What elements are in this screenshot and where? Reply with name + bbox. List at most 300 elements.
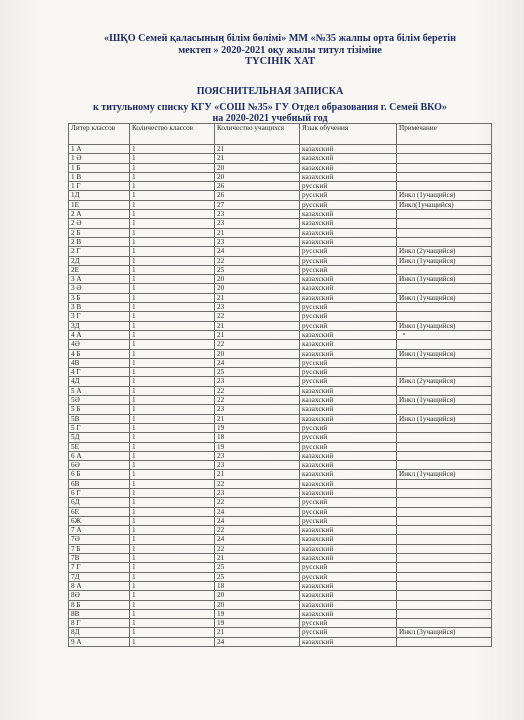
note-cell xyxy=(397,172,492,181)
language-cell: казахский xyxy=(300,479,397,488)
table-row xyxy=(69,210,492,219)
table-row xyxy=(69,479,492,488)
class-count-cell: 1 xyxy=(130,433,215,442)
class-letter-cell: 6Д xyxy=(69,498,130,507)
language-cell: русский xyxy=(300,303,397,312)
language-cell: казахский xyxy=(300,591,397,600)
language-cell: казахский xyxy=(300,554,397,563)
language-cell: русский xyxy=(300,256,397,265)
table-row xyxy=(69,405,492,414)
class-letter-cell: 4В xyxy=(69,358,130,367)
class-count-cell: 1 xyxy=(130,396,215,405)
class-letter-cell: 6 Г xyxy=(69,488,130,497)
language-cell: русский xyxy=(300,182,397,191)
class-count-cell: 1 xyxy=(130,414,215,423)
language-cell: русский xyxy=(300,572,397,581)
table-row xyxy=(69,256,492,265)
class-letter-cell: 6Е xyxy=(69,507,130,516)
class-letter-cell: 5 А xyxy=(69,386,130,395)
student-count-cell: 27 xyxy=(215,200,300,209)
class-letter-cell: 2 Г xyxy=(69,247,130,256)
class-count-cell: 1 xyxy=(130,368,215,377)
student-count-cell: 22 xyxy=(215,312,300,321)
student-count-cell: 21 xyxy=(215,321,300,330)
table-row xyxy=(69,200,492,209)
language-cell: казахский xyxy=(300,284,397,293)
note-cell: Инкл (1учащийся) xyxy=(397,470,492,479)
table-row xyxy=(69,619,492,628)
table-row xyxy=(69,228,492,237)
class-count-cell: 1 xyxy=(130,265,215,274)
language-cell: казахский xyxy=(300,349,397,358)
student-count-cell: 23 xyxy=(215,219,300,228)
class-letter-cell: 6Ә xyxy=(69,461,130,470)
note-cell xyxy=(397,637,492,646)
language-cell: русский xyxy=(300,200,397,209)
note-cell xyxy=(397,451,492,460)
table-row xyxy=(69,172,492,181)
note-cell xyxy=(397,145,492,154)
note-cell xyxy=(397,368,492,377)
student-count-cell: 25 xyxy=(215,563,300,572)
student-count-cell: 20 xyxy=(215,275,300,284)
class-count-cell: 1 xyxy=(130,600,215,609)
note-cell xyxy=(397,526,492,535)
student-count-cell: 23 xyxy=(215,451,300,460)
class-count-cell: 1 xyxy=(130,544,215,553)
note-cell: Инкл (2учащийся) xyxy=(397,377,492,386)
language-cell: казахский xyxy=(300,330,397,339)
student-count-cell: 22 xyxy=(215,396,300,405)
student-count-cell: 20 xyxy=(215,591,300,600)
note-cell xyxy=(397,405,492,414)
class-count-cell: 1 xyxy=(130,442,215,451)
table-row xyxy=(69,349,492,358)
note-cell xyxy=(397,210,492,219)
class-count-cell: 1 xyxy=(130,591,215,600)
class-count-cell: 1 xyxy=(130,516,215,525)
class-count-cell: 1 xyxy=(130,172,215,181)
student-count-cell: 24 xyxy=(215,535,300,544)
class-letter-cell: 7 Г xyxy=(69,563,130,572)
class-letter-cell: 7 Б xyxy=(69,544,130,553)
class-letter-cell: 3 Г xyxy=(69,312,130,321)
student-count-cell: 23 xyxy=(215,488,300,497)
note-cell xyxy=(397,237,492,246)
note-cell xyxy=(397,433,492,442)
table-row xyxy=(69,386,492,395)
note-cell xyxy=(397,609,492,618)
class-letter-cell: 3 В xyxy=(69,303,130,312)
language-cell: русский xyxy=(300,516,397,525)
language-cell: русский xyxy=(300,563,397,572)
language-cell: казахский xyxy=(300,237,397,246)
table-row xyxy=(69,154,492,163)
note-cell: Инкл (1учащийся) xyxy=(397,293,492,302)
language-cell: казахский xyxy=(300,210,397,219)
student-count-cell: 21 xyxy=(215,470,300,479)
class-letter-cell: 7В xyxy=(69,554,130,563)
note-cell xyxy=(397,284,492,293)
language-cell: казахский xyxy=(300,219,397,228)
table-row xyxy=(69,191,492,200)
student-count-cell: 18 xyxy=(215,581,300,590)
language-cell: русский xyxy=(300,191,397,200)
class-count-cell: 1 xyxy=(130,609,215,618)
note-cell xyxy=(397,386,492,395)
class-letter-cell: 4 Б xyxy=(69,349,130,358)
student-count-cell: 22 xyxy=(215,479,300,488)
class-count-cell: 1 xyxy=(130,386,215,395)
table-row xyxy=(69,535,492,544)
class-letter-cell: 6В xyxy=(69,479,130,488)
language-cell: казахский xyxy=(300,396,397,405)
table-row xyxy=(69,321,492,330)
class-letter-cell: 1 Г xyxy=(69,182,130,191)
document-header xyxy=(80,33,480,68)
student-count-cell: 21 xyxy=(215,414,300,423)
language-cell: казахский xyxy=(300,145,397,154)
table-row xyxy=(69,544,492,553)
student-count-cell: 19 xyxy=(215,423,300,432)
note-cell: Инкл(1учащийся) xyxy=(397,200,492,209)
class-count-cell: 1 xyxy=(130,535,215,544)
classes-table xyxy=(68,123,492,647)
table-row xyxy=(69,516,492,525)
class-count-cell: 1 xyxy=(130,303,215,312)
class-letter-cell: 5В xyxy=(69,414,130,423)
note-cell xyxy=(397,554,492,563)
class-letter-cell: 1 В xyxy=(69,172,130,181)
language-cell: казахский xyxy=(300,526,397,535)
table-body xyxy=(69,145,492,647)
student-count-cell: 24 xyxy=(215,637,300,646)
student-count-cell: 24 xyxy=(215,247,300,256)
note-cell xyxy=(397,619,492,628)
note-cell xyxy=(397,516,492,525)
class-count-cell: 1 xyxy=(130,637,215,646)
student-count-cell: 26 xyxy=(215,191,300,200)
class-letter-cell: 3 Ә xyxy=(69,284,130,293)
note-cell xyxy=(397,507,492,516)
table-header-row xyxy=(69,124,492,145)
table-row xyxy=(69,600,492,609)
note-cell: Инкл (1учащийся) xyxy=(397,191,492,200)
table-row xyxy=(69,423,492,432)
table-row xyxy=(69,275,492,284)
class-letter-cell: 2Д xyxy=(69,256,130,265)
class-count-cell: 1 xyxy=(130,451,215,460)
note-cell: Инкл (1учащийся) xyxy=(397,414,492,423)
class-count-cell: 1 xyxy=(130,145,215,154)
student-count-cell: 25 xyxy=(215,265,300,274)
note-cell: Инкл (1учащийся) xyxy=(397,256,492,265)
student-count-cell: 19 xyxy=(215,442,300,451)
class-count-cell: 1 xyxy=(130,163,215,172)
class-letter-cell: 1 Б xyxy=(69,163,130,172)
language-cell: русский xyxy=(300,423,397,432)
student-count-cell: 22 xyxy=(215,256,300,265)
column-header: Количество учащихся xyxy=(215,124,300,145)
class-letter-cell: 3 А xyxy=(69,275,130,284)
student-count-cell: 24 xyxy=(215,516,300,525)
student-count-cell: 20 xyxy=(215,600,300,609)
student-count-cell: 21 xyxy=(215,628,300,637)
note-cell xyxy=(397,154,492,163)
class-letter-cell: 2Е xyxy=(69,265,130,274)
language-cell: казахский xyxy=(300,637,397,646)
column-header: Количество классов xyxy=(130,124,215,145)
language-cell: казахский xyxy=(300,405,397,414)
class-count-cell: 1 xyxy=(130,507,215,516)
student-count-cell: 21 xyxy=(215,293,300,302)
table-row xyxy=(69,312,492,321)
language-cell: казахский xyxy=(300,461,397,470)
class-count-cell: 1 xyxy=(130,554,215,563)
note-cell xyxy=(397,312,492,321)
student-count-cell: 21 xyxy=(215,145,300,154)
language-cell: казахский xyxy=(300,293,397,302)
note-cell xyxy=(397,265,492,274)
class-count-cell: 1 xyxy=(130,377,215,386)
student-count-cell: 20 xyxy=(215,172,300,181)
student-count-cell: 22 xyxy=(215,544,300,553)
student-count-cell: 20 xyxy=(215,349,300,358)
language-cell: русский xyxy=(300,247,397,256)
class-letter-cell: 2 Б xyxy=(69,228,130,237)
table-row xyxy=(69,396,492,405)
language-cell: русский xyxy=(300,321,397,330)
table-row xyxy=(69,470,492,479)
class-letter-cell: 6 Б xyxy=(69,470,130,479)
class-letter-cell: 5 Г xyxy=(69,423,130,432)
language-cell: казахский xyxy=(300,488,397,497)
language-cell: русский xyxy=(300,442,397,451)
language-cell: казахский xyxy=(300,154,397,163)
class-count-cell: 1 xyxy=(130,340,215,349)
class-letter-cell: 2 В xyxy=(69,237,130,246)
language-cell: казахский xyxy=(300,535,397,544)
note-cell xyxy=(397,479,492,488)
note-cell: Инкл (1учащийся) xyxy=(397,275,492,284)
table-row xyxy=(69,237,492,246)
class-count-cell: 1 xyxy=(130,256,215,265)
class-letter-cell: 7 А xyxy=(69,526,130,535)
class-letter-cell: 2 А xyxy=(69,210,130,219)
title-line-2: к титульному списку КГУ «СОШ №35» ГУ Отдел образования г. Семей ВКО» xyxy=(93,101,447,113)
class-count-cell: 1 xyxy=(130,312,215,321)
title-line-1: ПОЯСНИТЕЛЬНАЯ ЗАПИСКА xyxy=(196,86,344,97)
class-count-cell: 1 xyxy=(130,572,215,581)
table-row xyxy=(69,563,492,572)
student-count-cell: 22 xyxy=(215,386,300,395)
table-row xyxy=(69,284,492,293)
class-count-cell: 1 xyxy=(130,228,215,237)
language-cell: казахский xyxy=(300,275,397,284)
column-header: Литер классов xyxy=(69,124,130,145)
language-cell: казахский xyxy=(300,163,397,172)
language-cell: русский xyxy=(300,619,397,628)
table-row xyxy=(69,461,492,470)
table-row xyxy=(69,219,492,228)
note-cell xyxy=(397,358,492,367)
student-count-cell: 20 xyxy=(215,163,300,172)
note-cell xyxy=(397,572,492,581)
language-cell: русский xyxy=(300,498,397,507)
class-count-cell: 1 xyxy=(130,191,215,200)
class-letter-cell: 8Д xyxy=(69,628,130,637)
class-letter-cell: 8Ә xyxy=(69,591,130,600)
language-cell: казахский xyxy=(300,414,397,423)
class-letter-cell: 1 Ә xyxy=(69,154,130,163)
student-count-cell: 22 xyxy=(215,498,300,507)
note-cell xyxy=(397,488,492,497)
class-count-cell: 1 xyxy=(130,628,215,637)
class-count-cell: 1 xyxy=(130,581,215,590)
class-letter-cell: 5Д xyxy=(69,433,130,442)
language-cell: казахский xyxy=(300,470,397,479)
student-count-cell: 21 xyxy=(215,228,300,237)
class-letter-cell: 5Ә xyxy=(69,396,130,405)
table-row xyxy=(69,507,492,516)
class-count-cell: 1 xyxy=(130,200,215,209)
table-row xyxy=(69,182,492,191)
student-count-cell: 19 xyxy=(215,609,300,618)
language-cell: казахский xyxy=(300,340,397,349)
table-row xyxy=(69,488,492,497)
language-cell: казахский xyxy=(300,544,397,553)
student-count-cell: 21 xyxy=(215,154,300,163)
language-cell: казахский xyxy=(300,172,397,181)
student-count-cell: 20 xyxy=(215,284,300,293)
table-row xyxy=(69,526,492,535)
table-row xyxy=(69,637,492,646)
class-count-cell: 1 xyxy=(130,526,215,535)
class-count-cell: 1 xyxy=(130,275,215,284)
header-line-2: мектеп » 2020-2021 оқу жылы титул тізіміне xyxy=(178,44,382,56)
table-row xyxy=(69,581,492,590)
table-row xyxy=(69,414,492,423)
note-cell: Инкл (1учащийся) xyxy=(397,396,492,405)
note-cell xyxy=(397,340,492,349)
table-row xyxy=(69,145,492,154)
class-count-cell: 1 xyxy=(130,154,215,163)
header-line-1: «ШҚО Семей қаласының білім бөлімі» ММ «№35 жалпы орта білім беретін xyxy=(104,33,456,44)
table-row xyxy=(69,609,492,618)
student-count-cell: 24 xyxy=(215,507,300,516)
table-row xyxy=(69,591,492,600)
note-cell xyxy=(397,563,492,572)
class-count-cell: 1 xyxy=(130,461,215,470)
student-count-cell: 22 xyxy=(215,340,300,349)
language-cell: казахский xyxy=(300,581,397,590)
class-letter-cell: 2 Ә xyxy=(69,219,130,228)
class-count-cell: 1 xyxy=(130,488,215,497)
student-count-cell: 23 xyxy=(215,377,300,386)
class-count-cell: 1 xyxy=(130,619,215,628)
note-cell xyxy=(397,544,492,553)
scan-speck xyxy=(403,333,405,335)
language-cell: казахский xyxy=(300,600,397,609)
student-count-cell: 24 xyxy=(215,358,300,367)
table-row xyxy=(69,368,492,377)
table-row xyxy=(69,358,492,367)
language-cell: русский xyxy=(300,433,397,442)
class-letter-cell: 5Е xyxy=(69,442,130,451)
table-row xyxy=(69,265,492,274)
note-cell: Инкл (3учащийся) xyxy=(397,628,492,637)
column-header: Примечание xyxy=(397,124,492,145)
title-line-3: на 2020-2021 учебный год xyxy=(212,113,328,124)
note-cell xyxy=(397,219,492,228)
table-row xyxy=(69,572,492,581)
student-count-cell: 25 xyxy=(215,368,300,377)
student-count-cell: 26 xyxy=(215,182,300,191)
class-letter-cell: 8 Б xyxy=(69,600,130,609)
class-letter-cell: 3 Б xyxy=(69,293,130,302)
class-letter-cell: 7Д xyxy=(69,572,130,581)
note-cell xyxy=(397,600,492,609)
class-letter-cell: 9 А xyxy=(69,637,130,646)
class-letter-cell: 4 А xyxy=(69,330,130,339)
class-letter-cell: 1 А xyxy=(69,145,130,154)
student-count-cell: 21 xyxy=(215,330,300,339)
note-cell xyxy=(397,228,492,237)
student-count-cell: 21 xyxy=(215,554,300,563)
student-count-cell: 18 xyxy=(215,433,300,442)
class-letter-cell: 8 Г xyxy=(69,619,130,628)
class-count-cell: 1 xyxy=(130,479,215,488)
student-count-cell: 22 xyxy=(215,526,300,535)
class-count-cell: 1 xyxy=(130,210,215,219)
class-letter-cell: 4 Г xyxy=(69,368,130,377)
note-cell: Инкл (2учащийся) xyxy=(397,247,492,256)
note-cell xyxy=(397,535,492,544)
note-cell xyxy=(397,303,492,312)
table-row xyxy=(69,340,492,349)
note-cell xyxy=(397,163,492,172)
class-letter-cell: 6Ж xyxy=(69,516,130,525)
table-row xyxy=(69,442,492,451)
language-cell: русский xyxy=(300,265,397,274)
student-count-cell: 23 xyxy=(215,210,300,219)
table-row xyxy=(69,330,492,339)
class-letter-cell: 5 Б xyxy=(69,405,130,414)
class-letter-cell: 6 А xyxy=(69,451,130,460)
class-count-cell: 1 xyxy=(130,498,215,507)
class-count-cell: 1 xyxy=(130,470,215,479)
class-letter-cell: 1Д xyxy=(69,191,130,200)
document-title xyxy=(60,86,480,125)
language-cell: казахский xyxy=(300,228,397,237)
class-letter-cell: 8 А xyxy=(69,581,130,590)
table-row xyxy=(69,498,492,507)
language-cell: русский xyxy=(300,358,397,367)
note-cell xyxy=(397,330,492,339)
note-cell xyxy=(397,591,492,600)
class-count-cell: 1 xyxy=(130,330,215,339)
class-letter-cell: 3Д xyxy=(69,321,130,330)
class-count-cell: 1 xyxy=(130,405,215,414)
note-cell xyxy=(397,423,492,432)
class-count-cell: 1 xyxy=(130,182,215,191)
table-row xyxy=(69,451,492,460)
note-cell xyxy=(397,442,492,451)
language-cell: казахский xyxy=(300,609,397,618)
student-count-cell: 25 xyxy=(215,572,300,581)
table-row xyxy=(69,303,492,312)
language-cell: русский xyxy=(300,368,397,377)
